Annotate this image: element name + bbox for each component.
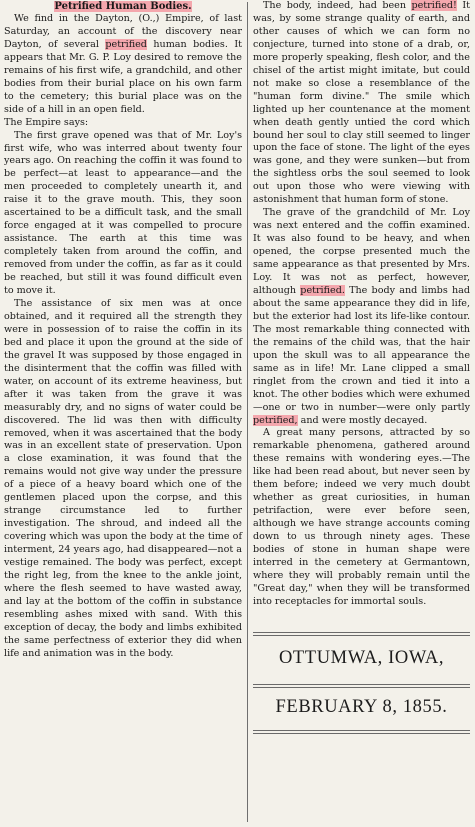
article-paragraph — [253, 207, 470, 427]
article-left-column — [4, 0, 242, 827]
highlighted-word: petrified! — [411, 0, 457, 11]
article-title-text: Petrified Human Bodies. — [54, 1, 192, 12]
paragraph-text: A great many persons, attracted by so remarkable phenomena, gathered around these remains with wondering eyes.—The like had been read about, but never seen by them before; indeed we very much doubt whether as great curiosities, in human petrifaction, were ever before seen, although we have strange accounts coming down to us through ninety ages. These bodies of stone in human shape were interred in the cemetery at Germantown, where they will probably remain until the "Great day," when they will be transformed into receptacles for immortal souls. — [253, 427, 470, 607]
masthead-rule-middle — [253, 684, 470, 685]
column-divider — [247, 2, 248, 822]
masthead-rule-bottom-inner — [253, 733, 470, 734]
left-column-body — [4, 13, 242, 661]
paragraph-text: The Empire says: — [4, 116, 89, 128]
highlighted-word: petrified. — [300, 284, 345, 296]
masthead-place: OTTUMWA, IOWA, — [278, 648, 445, 668]
paragraph-text: The grave of the grandchild of Mr. Loy was next entered and the coffin examined. It was also found to be heavy, and when opened, the corpse presented much the same appearance as that presented by Mrs. Loy. It was not as perfect, however, although — [253, 207, 470, 296]
paragraph-text: The assistance of six men was at once obtained, and it required all the strength they were in possession of to raise the coffin in its bed and place it upon the ground at the side of the gravel It was supposed by those engaged in the disinterment that the coffin was filled with water, on account of its extreme heaviness, but after it was taken from the grave it was measurably dry, and no signs of water could be discovered. The lid was then with difficulty removed, when it was ascertained that the body was in an excellent state of preservation. Upon a close examination, it was found that the remains would not give way under the pressure of a piece of a heavy board which one of the gentlemen placed upon the corpse, and this strange circumstance led to further investigation. The shroud, and indeed all the covering which was upon the body at the time of interment, 24 years ago, had disappeared—not a vestige remained. The body was perfect, except the right leg, from the knee to the ankle joint, where the flesh seemed to have wasted away, and lay at the bottom of the coffin in substance resembling ashes mixed with sand. With this exception of decay, the body and limbs exhibited the same perfectness of exterior they did when life and animation was in the body. — [4, 297, 242, 659]
right-column-body — [253, 0, 470, 609]
paragraph-text: human bodies. It appears that Mr. G. P. Loy desired to remove the remains of his first wife, a grandchild, and other bodies from their burial place on his own farm to the cemetery; this burial place was on the side of a hill in an open field. — [4, 38, 242, 115]
paragraph-text: It was, by some strange quality of earth, and other causes of which we can form no conjecture, turned into stone of a drab, or, more properly speaking, flesh color, and the chisel of the artist might imitate, but could not make so close a resemblance of the "human form divine." The smile which lighted up her countenance at the moment when death gently untied the cord which bound her soul to clay still seemed to linger upon the face of stone. The light of the eyes was gone, and they were sunken—but from the sightless orbs the soul seemed to look out upon those who were viewing with astonishment that human form of stone. — [253, 0, 470, 206]
article-paragraph — [4, 13, 242, 117]
article-paragraph — [4, 117, 242, 130]
article-paragraph — [253, 427, 470, 608]
highlighted-word: petrified — [105, 38, 147, 50]
paragraph-text: The first grave opened was that of Mr. Loy's first wife, who was interred about twenty four years ago. On reaching the coffin it was found to be perfect—at least to appearance—and the men proceeded to completely unearth it, and raise it to the grave mouth. This, they soon ascertained to be a difficult task, and the small force engaged at it was compelled to procure assistance. The earth at this time was completely taken from around the coffin, and removed from under the coffin, as far as it could be reached, but still it was found difficult even to move it. — [4, 129, 242, 297]
masthead-rule-top — [253, 632, 470, 633]
masthead-rule-bottom — [253, 730, 470, 731]
article-paragraph — [4, 298, 242, 661]
article-paragraph — [253, 0, 470, 207]
masthead-rule-middle-inner — [253, 687, 470, 688]
paragraph-text: and were mostly decayed. — [297, 414, 428, 426]
article-title — [4, 0, 242, 13]
paragraph-text: The body, indeed, had been — [263, 0, 412, 11]
paragraph-text: We find in the Dayton, (O.,) Empire, of last Saturday, an account of the discovery near Dayton, of several — [4, 13, 242, 50]
paragraph-text: The body and limbs had about the same appearance they did in life, but the exterior had lost its life-like contour. The most remarkable thing connected with the remains of the child was, that the hair upon the skull was to all appearance the same as in life! Mr. Lane clipped a small ringlet from the crown and tied it into a knot. The other bodies which were exhumed—one or two in number—were only partly — [253, 284, 470, 413]
masthead-rule-top-inner — [253, 635, 470, 636]
article-paragraph — [4, 130, 242, 298]
masthead-date: FEBRUARY 8, 1855. — [275, 697, 448, 717]
highlighted-word: petrified, — [253, 414, 298, 426]
